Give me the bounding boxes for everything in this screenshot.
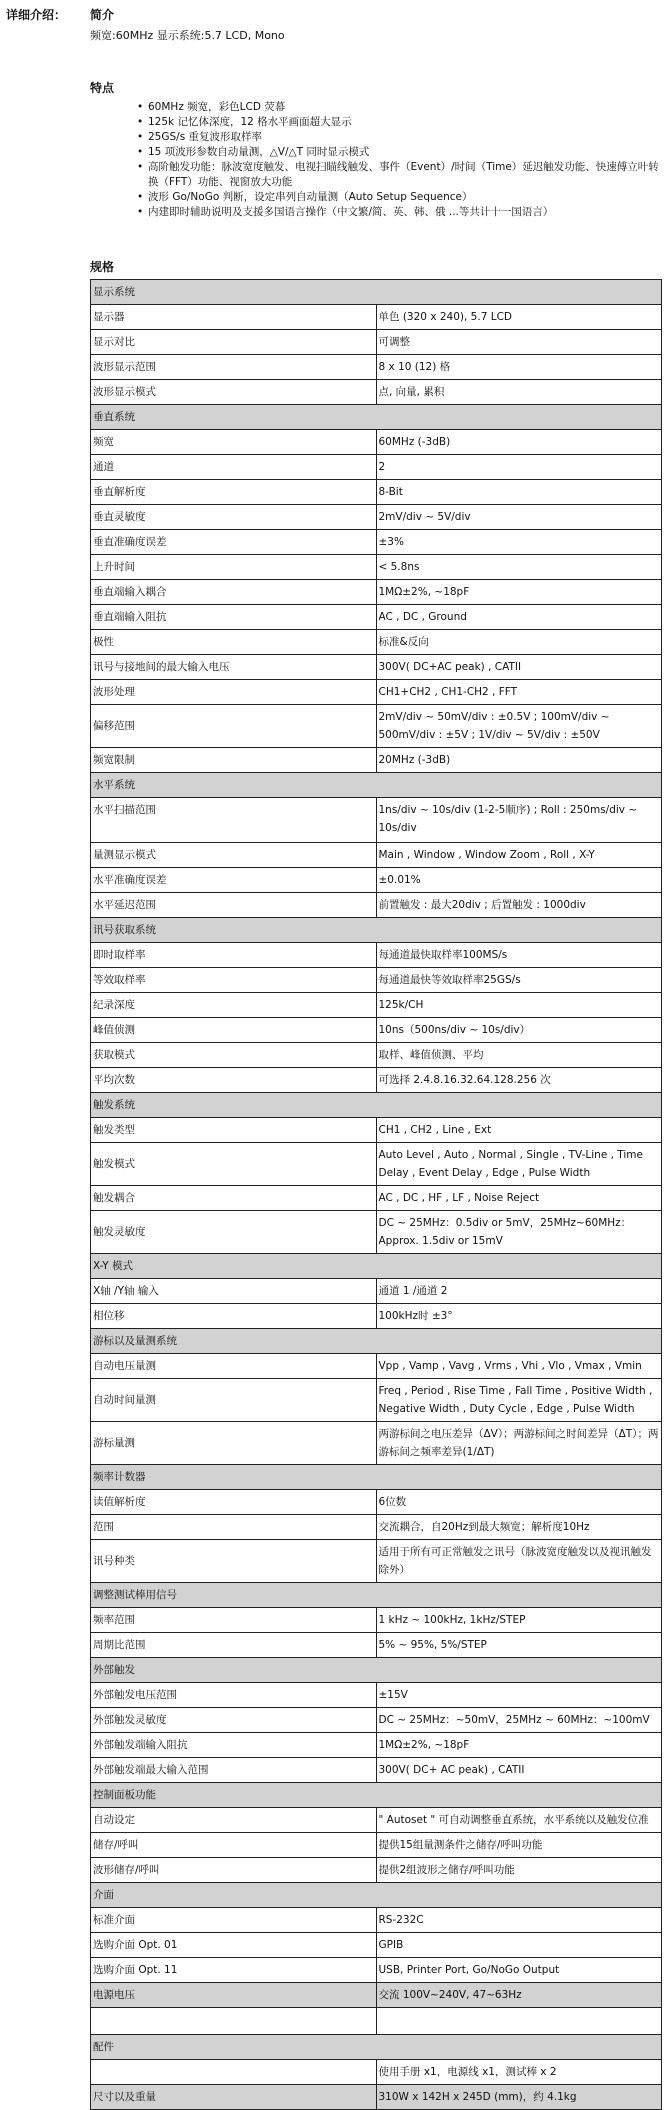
spec-row bbox=[91, 455, 662, 480]
spec-value: 300V( DC+AC peak) , CATII bbox=[376, 655, 662, 680]
spec-value: 点, 向量, 累积 bbox=[376, 380, 662, 405]
spec-key: 水平延迟范围 bbox=[91, 893, 377, 918]
spec-key: 垂直端输入阻抗 bbox=[91, 605, 377, 630]
features-title: 特点 bbox=[90, 81, 115, 95]
spec-key: 外部触发端输入阻抗 bbox=[91, 1733, 377, 1758]
section-label: 垂直系统 bbox=[91, 405, 662, 430]
spec-value: 交流 100V~240V, 47~63Hz bbox=[376, 1983, 662, 2008]
spec-key: 显示器 bbox=[91, 305, 377, 330]
section-label: 控制面板功能 bbox=[91, 1783, 662, 1808]
spec-key: 通道 bbox=[91, 455, 377, 480]
spec-row bbox=[91, 605, 662, 630]
spec-section-header bbox=[91, 918, 662, 943]
spec-row bbox=[91, 1304, 662, 1329]
spec-section-header bbox=[91, 1583, 662, 1608]
spec-value: 提供15组量测条件之储存/呼叫功能 bbox=[376, 1833, 662, 1858]
spec-row bbox=[91, 1279, 662, 1304]
spec-row bbox=[91, 1858, 662, 1883]
spec-key: 外部触发灵敏度 bbox=[91, 1708, 377, 1733]
spec-row bbox=[91, 1186, 662, 1211]
feature-item: • 15 项波形参数自动量测，△V/△T 同时显示模式 bbox=[148, 145, 660, 160]
spec-row bbox=[91, 1908, 662, 1933]
product-detail bbox=[90, 6, 660, 2110]
spec-value: 可调整 bbox=[376, 330, 662, 355]
spec-key: 平均次数 bbox=[91, 1068, 377, 1093]
spec-key: 范围 bbox=[91, 1515, 377, 1540]
spec-row bbox=[91, 2060, 662, 2085]
feature-item: • 内建即时辅助说明及支援多国语言操作（中文繁/简、英、韩、俄 ...等共计十一国语言） bbox=[148, 205, 660, 220]
spec-key: 峰值侦测 bbox=[91, 1018, 377, 1043]
spec-key: 等效取样率 bbox=[91, 968, 377, 993]
spec-value: Freq , Period , Rise Time , Fall Time , Positive Width , Negative Width , Duty Cycle , Edge , Pulse Width bbox=[376, 1379, 662, 1422]
spec-value: 交流耦合，自20Hz到最大频宽；解析度10Hz bbox=[376, 1515, 662, 1540]
section-label: 介面 bbox=[91, 1883, 662, 1908]
spec-row bbox=[91, 705, 662, 748]
spec-row bbox=[91, 1983, 662, 2008]
spec-row bbox=[91, 893, 662, 918]
spec-row bbox=[91, 1608, 662, 1633]
spec-value: 8 x 10 (12) 格 bbox=[376, 355, 662, 380]
spec-row bbox=[91, 355, 662, 380]
spec-key: 垂直端输入耦合 bbox=[91, 580, 377, 605]
spec-value: 125k/CH bbox=[376, 993, 662, 1018]
spec-key: 垂直准确度误差 bbox=[91, 530, 377, 555]
section-label: 显示系统 bbox=[91, 280, 662, 305]
spec-section-header bbox=[91, 1329, 662, 1354]
summary-title: 简介 bbox=[90, 8, 115, 22]
spec-row bbox=[91, 505, 662, 530]
spec-value: 2mV/div ~ 5V/div bbox=[376, 505, 662, 530]
spec-value: GPIB bbox=[376, 1933, 662, 1958]
spec-row bbox=[91, 430, 662, 455]
spec-value: ±3% bbox=[376, 530, 662, 555]
spec-key: 量测显示模式 bbox=[91, 843, 377, 868]
spec-row bbox=[91, 330, 662, 355]
spec-key: 相位移 bbox=[91, 1304, 377, 1329]
spec-key: 波形处理 bbox=[91, 680, 377, 705]
spec-value: 10ns（500ns/div ~ 10s/div） bbox=[376, 1018, 662, 1043]
spec-key: 自动时间量测 bbox=[91, 1379, 377, 1422]
spec-value: 20MHz (-3dB) bbox=[376, 748, 662, 773]
spec-row bbox=[91, 480, 662, 505]
spec-key: 选购介面 Opt. 01 bbox=[91, 1933, 377, 1958]
feature-item: • 波形 Go/NoGo 判断，设定串列自动量测（Auto Setup Sequence） bbox=[148, 190, 660, 205]
spec-row bbox=[91, 655, 662, 680]
spec-key: 频率范围 bbox=[91, 1608, 377, 1633]
spec-value: 8-Bit bbox=[376, 480, 662, 505]
spec-row bbox=[91, 1708, 662, 1733]
spec-value: DC ~ 25MHz：~50mV，25MHz ~ 60MHz：~100mV bbox=[376, 1708, 662, 1733]
spec-row bbox=[91, 1354, 662, 1379]
feature-item: • 60MHz 频宽，彩色LCD 荧幕 bbox=[148, 100, 660, 115]
spec-value: 标准&反向 bbox=[376, 630, 662, 655]
section-label: X-Y 模式 bbox=[91, 1254, 662, 1279]
section-label: 水平系统 bbox=[91, 773, 662, 798]
spec-value: 310W x 142H x 245D (mm)，约 4.1kg bbox=[376, 2085, 662, 2110]
feature-item: • 高阶触发功能：脉波宽度触发、电视扫瞄线触发、事件（Event）/时间（Time）延迟触发功能、快速傅立叶转换（FFT）功能、视窗放大功能 bbox=[148, 160, 660, 190]
spec-key: 触发耦合 bbox=[91, 1186, 377, 1211]
spec-section-header bbox=[91, 1783, 662, 1808]
spec-value: 每通道最快等效取样率25GS/s bbox=[376, 968, 662, 993]
spec-value: ±0.01% bbox=[376, 868, 662, 893]
spec-section-header bbox=[91, 405, 662, 430]
spec-row bbox=[91, 680, 662, 705]
feature-item: • 25GS/s 重复波形取样率 bbox=[148, 130, 660, 145]
spec-row bbox=[91, 1633, 662, 1658]
spec-row bbox=[91, 1379, 662, 1422]
spec-row bbox=[91, 748, 662, 773]
spec-key: X轴 /Y轴 输入 bbox=[91, 1279, 377, 1304]
spec-value: 两游标间之电压差异（ΔV）；两游标间之时间差异（ΔT）；两游标间之频率差异(1/ΔT) bbox=[376, 1422, 662, 1465]
spec-value: 使用手册 x1，电源线 x1，测试棒 x 2 bbox=[376, 2060, 662, 2085]
spec-value: 100kHz时 ±3° bbox=[376, 1304, 662, 1329]
spec-row bbox=[91, 2085, 662, 2110]
spec-row bbox=[91, 1958, 662, 1983]
spec-key: 水平扫描范围 bbox=[91, 798, 377, 843]
spec-key: 偏移范围 bbox=[91, 705, 377, 748]
spec-row bbox=[91, 1808, 662, 1833]
spec-row bbox=[91, 1833, 662, 1858]
spec-section-header bbox=[91, 773, 662, 798]
spec-row bbox=[91, 1143, 662, 1186]
spec-row bbox=[91, 1422, 662, 1465]
spec-key: 触发模式 bbox=[91, 1143, 377, 1186]
spec-row bbox=[91, 530, 662, 555]
spec-row bbox=[91, 1490, 662, 1515]
section-label: 外部触发 bbox=[91, 1658, 662, 1683]
spec-key: 外部触发电压范围 bbox=[91, 1683, 377, 1708]
spec-key: 外部触发端最大输入范围 bbox=[91, 1758, 377, 1783]
spec-row bbox=[91, 968, 662, 993]
section-label: 游标以及量测系统 bbox=[91, 1329, 662, 1354]
spec-row bbox=[91, 1068, 662, 1093]
spec-row bbox=[91, 1211, 662, 1254]
spec-row bbox=[91, 1043, 662, 1068]
spec-value: AC , DC , HF , LF , Noise Reject bbox=[376, 1186, 662, 1211]
spec-row bbox=[91, 580, 662, 605]
spec-value: CH1 , CH2 , Line , Ext bbox=[376, 1118, 662, 1143]
spec-section-header bbox=[91, 1658, 662, 1683]
spec-key: 波形显示模式 bbox=[91, 380, 377, 405]
spec-row bbox=[91, 993, 662, 1018]
spec-key: 极性 bbox=[91, 630, 377, 655]
spec-key: 波形显示范围 bbox=[91, 355, 377, 380]
spec-value: 6位数 bbox=[376, 1490, 662, 1515]
spec-row bbox=[91, 630, 662, 655]
spec-key: 标准介面 bbox=[91, 1908, 377, 1933]
spec-key: 垂直灵敏度 bbox=[91, 505, 377, 530]
spec-value: 300V( DC+ AC peak) , CATII bbox=[376, 1758, 662, 1783]
spec-value: CH1+CH2 , CH1-CH2 , FFT bbox=[376, 680, 662, 705]
section-label: 讯号获取系统 bbox=[91, 918, 662, 943]
spec-value: 1MΩ±2%, ~18pF bbox=[376, 1733, 662, 1758]
spec-key: 水平准确度误差 bbox=[91, 868, 377, 893]
spec-section-header bbox=[91, 1465, 662, 1490]
spec-value: Auto Level , Auto , Normal , Single , TV-Line , Time Delay , Event Delay , Edge , Pulse Width bbox=[376, 1143, 662, 1186]
spec-row bbox=[91, 798, 662, 843]
spec-value: 1ns/div ~ 10s/div (1-2-5顺序) ; Roll : 250ms/div ~ 10s/div bbox=[376, 798, 662, 843]
section-label: 配件 bbox=[91, 2035, 662, 2060]
spec-key: 选购介面 Opt. 11 bbox=[91, 1958, 377, 1983]
spec-key: 上升时间 bbox=[91, 555, 377, 580]
spec-key: 储存/呼叫 bbox=[91, 1833, 377, 1858]
spec-value: 2 bbox=[376, 455, 662, 480]
spec-value: 可选择 2.4.8.16.32.64.128.256 次 bbox=[376, 1068, 662, 1093]
spec-key: 周期比范围 bbox=[91, 1633, 377, 1658]
detail-label: 详细介绍： bbox=[6, 8, 67, 22]
spec-key: 频宽 bbox=[91, 430, 377, 455]
spec-key: 尺寸以及重量 bbox=[91, 2085, 377, 2110]
spec-value: RS-232C bbox=[376, 1908, 662, 1933]
spec-row bbox=[91, 1540, 662, 1583]
spec-row bbox=[91, 1758, 662, 1783]
spec-row bbox=[91, 843, 662, 868]
spec-value: 前置触发 : 最大20div ; 后置触发 : 1000div bbox=[376, 893, 662, 918]
spec-section-header bbox=[91, 2035, 662, 2060]
features-list bbox=[90, 100, 660, 220]
spec-key bbox=[91, 2060, 377, 2085]
spec-table bbox=[90, 279, 662, 2110]
spec-value: " Autoset " 可自动调整垂直系统，水平系统以及触发位准 bbox=[376, 1808, 662, 1833]
spec-value: 1MΩ±2%, ~18pF bbox=[376, 580, 662, 605]
feature-item: • 125k 记忆体深度，12 格水平画面超大显示 bbox=[148, 115, 660, 130]
spec-value: 适用于所有可正常触发之讯号（脉波宽度触发以及视讯触发除外） bbox=[376, 1540, 662, 1583]
spec-section-header bbox=[91, 1254, 662, 1279]
spec-value: Vpp , Vamp , Vavg , Vrms , Vhi , Vlo , Vmax , Vmin bbox=[376, 1354, 662, 1379]
spec-key: 自动设定 bbox=[91, 1808, 377, 1833]
summary-text: 频宽:60MHz 显示系统:5.7 LCD, Mono bbox=[90, 29, 285, 42]
spec-value: 每通道最快取样率100MS/s bbox=[376, 943, 662, 968]
spec-value: < 5.8ns bbox=[376, 555, 662, 580]
spec-key: 讯号种类 bbox=[91, 1540, 377, 1583]
spec-value: AC , DC , Ground bbox=[376, 605, 662, 630]
spec-value: USB, Printer Port, Go/NoGo Output bbox=[376, 1958, 662, 1983]
spec-key: 游标量测 bbox=[91, 1422, 377, 1465]
spec-key: 纪录深度 bbox=[91, 993, 377, 1018]
spec-value: DC ~ 25MHz：0.5div or 5mV，25MHz~60MHz：Approx. 1.5div or 15mV bbox=[376, 1211, 662, 1254]
spec-row bbox=[91, 1733, 662, 1758]
spec-value: 60MHz (-3dB) bbox=[376, 430, 662, 455]
spec-value: 5% ~ 95%, 5%/STEP bbox=[376, 1633, 662, 1658]
spec-key: 即时取样率 bbox=[91, 943, 377, 968]
spec-key: 电源电压 bbox=[91, 1983, 377, 2008]
spec-row bbox=[91, 868, 662, 893]
spec-value: Main , Window , Window Zoom , Roll , X-Y bbox=[376, 843, 662, 868]
spec-row bbox=[91, 1018, 662, 1043]
spec-section-header bbox=[91, 1093, 662, 1118]
spec-section-header bbox=[91, 1883, 662, 1908]
spec-row bbox=[91, 1683, 662, 1708]
spec-key: 触发灵敏度 bbox=[91, 1211, 377, 1254]
section-label: 调整测试棒用信号 bbox=[91, 1583, 662, 1608]
spec-row bbox=[91, 943, 662, 968]
spec-value: 提供2组波形之储存/呼叫功能 bbox=[376, 1858, 662, 1883]
spec-value: 取样、峰值侦测、平均 bbox=[376, 1043, 662, 1068]
spec-row bbox=[91, 380, 662, 405]
spec-key: 波形储存/呼叫 bbox=[91, 1858, 377, 1883]
spec-key: 显示对比 bbox=[91, 330, 377, 355]
specs-title: 规格 bbox=[90, 260, 115, 274]
spec-key: 频宽限制 bbox=[91, 748, 377, 773]
spec-value: ±15V bbox=[376, 1683, 662, 1708]
spec-key: 读值解析度 bbox=[91, 1490, 377, 1515]
spec-key: 触发类型 bbox=[91, 1118, 377, 1143]
spec-value: 1 kHz ~ 100kHz, 1kHz/STEP bbox=[376, 1608, 662, 1633]
spec-value: 2mV/div ~ 50mV/div : ±0.5V ; 100mV/div ~ 500mV/div : ±5V ; 1V/div ~ 5V/div : ±50V bbox=[376, 705, 662, 748]
spec-key: 获取模式 bbox=[91, 1043, 377, 1068]
spec-row bbox=[91, 305, 662, 330]
spec-row bbox=[91, 555, 662, 580]
spec-row bbox=[91, 1118, 662, 1143]
section-label: 触发系统 bbox=[91, 1093, 662, 1118]
section-label: 频率计数器 bbox=[91, 1465, 662, 1490]
spec-key: 自动电压量测 bbox=[91, 1354, 377, 1379]
spec-key: 垂直解析度 bbox=[91, 480, 377, 505]
spec-row bbox=[91, 1515, 662, 1540]
spec-section-header bbox=[91, 280, 662, 305]
spec-value: 通道 1 /通道 2 bbox=[376, 1279, 662, 1304]
spec-row bbox=[91, 1933, 662, 1958]
spec-key: 讯号与接地间的最大输入电压 bbox=[91, 655, 377, 680]
spec-value: 单色 (320 x 240), 5.7 LCD bbox=[376, 305, 662, 330]
